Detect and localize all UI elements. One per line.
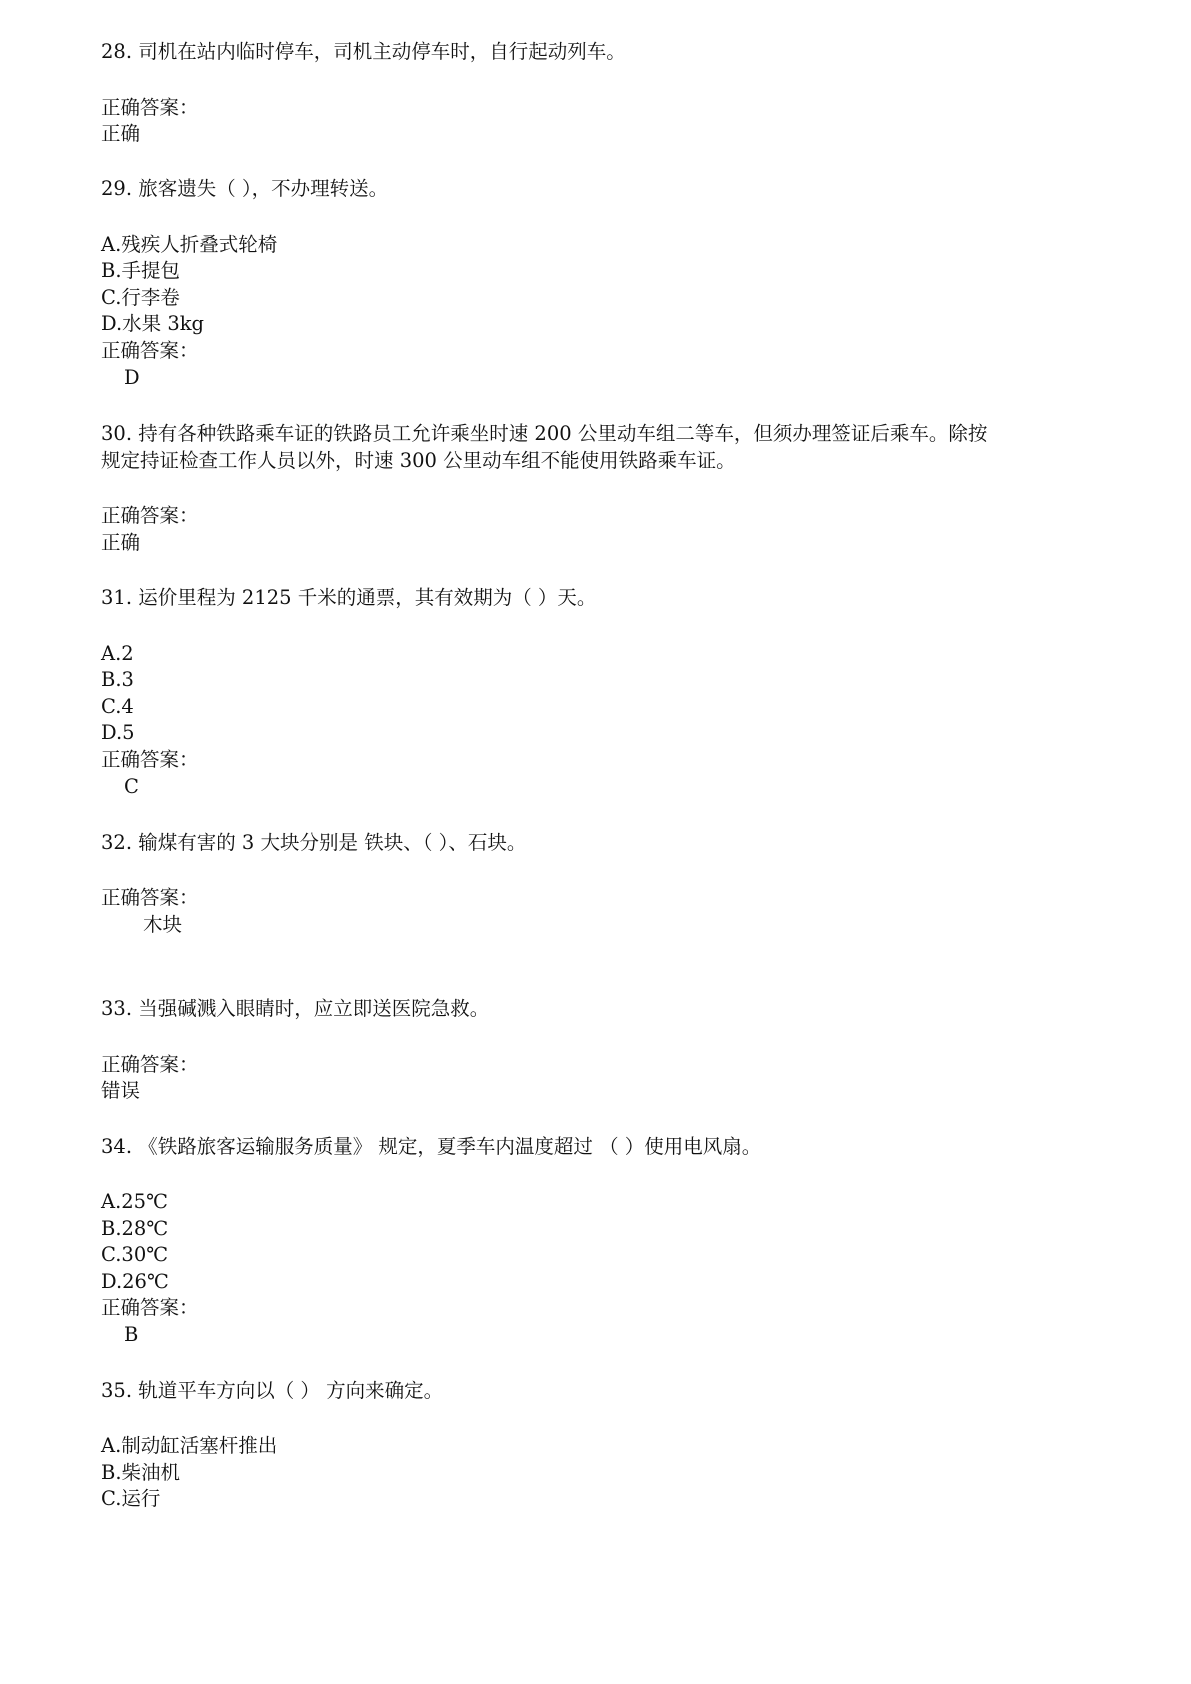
question-33-answer: 错误	[101, 1079, 141, 1102]
question-31-option-d: D.5	[101, 721, 135, 744]
question-31-stem: 31. 运价里程为 2125 千米的通票，其有效期为（ ）天。	[101, 586, 597, 609]
question-34-option-b: B.28℃	[101, 1217, 169, 1240]
question-34-option-d: D.26℃	[101, 1270, 169, 1293]
question-33-answer-label: 正确答案：	[101, 1053, 199, 1076]
question-31-option-b: B.3	[101, 668, 134, 691]
question-29-option-b: B.手提包	[101, 259, 181, 282]
question-30-stem-line-2: 规定持证检查工作人员以外，时速 300 公里动车组不能使用铁路乘车证。	[101, 449, 736, 472]
question-34-option-c: C.30℃	[101, 1243, 169, 1266]
question-32-stem: 32. 输煤有害的 3 大块分别是 铁块、（ ）、石块。	[101, 831, 527, 854]
question-30-answer-label: 正确答案：	[101, 504, 199, 527]
question-31-answer: C	[124, 775, 139, 798]
question-29-option-d: D.水果 3kg	[101, 312, 205, 335]
question-31-option-c: C.4	[101, 695, 134, 718]
question-31-answer-label: 正确答案：	[101, 748, 199, 771]
question-29-answer: D	[124, 366, 140, 389]
question-30-answer: 正确	[101, 531, 141, 554]
question-34-option-a: A.25℃	[101, 1190, 168, 1213]
question-34-answer-label: 正确答案：	[101, 1296, 199, 1319]
question-29-stem: 29. 旅客遗失（ ），不办理转送。	[101, 177, 389, 200]
question-35-option-b: B.柴油机	[101, 1461, 181, 1484]
question-33-stem: 33. 当强碱溅入眼睛时，应立即送医院急救。	[101, 997, 490, 1020]
question-32-answer: 木块	[143, 913, 183, 936]
question-28-stem: 28. 司机在站内临时停车，司机主动停车时，自行起动列车。	[101, 40, 626, 63]
question-35-stem: 35. 轨道平车方向以（ ） 方向来确定。	[101, 1379, 444, 1402]
question-29-option-a: A.残疾人折叠式轮椅	[101, 233, 278, 256]
question-29-option-c: C.行李卷	[101, 286, 180, 309]
question-34-answer: B	[124, 1323, 139, 1346]
question-28-answer: 正确	[101, 122, 141, 145]
question-35-option-c: C.运行	[101, 1487, 161, 1510]
question-28-answer-label: 正确答案：	[101, 96, 199, 119]
question-30-stem-line-1: 30. 持有各种铁路乘车证的铁路员工允许乘坐时速 200 公里动车组二等车，但须办理签证后乘车。除按	[101, 422, 988, 445]
question-29-answer-label: 正确答案：	[101, 339, 199, 362]
question-35-option-a: A.制动缸活塞杆推出	[101, 1434, 278, 1457]
question-32-answer-label: 正确答案：	[101, 886, 199, 909]
question-31-option-a: A.2	[101, 642, 134, 665]
question-34-stem: 34. 《铁路旅客运输服务质量》 规定，夏季车内温度超过 （ ）使用电风扇。	[101, 1135, 762, 1158]
